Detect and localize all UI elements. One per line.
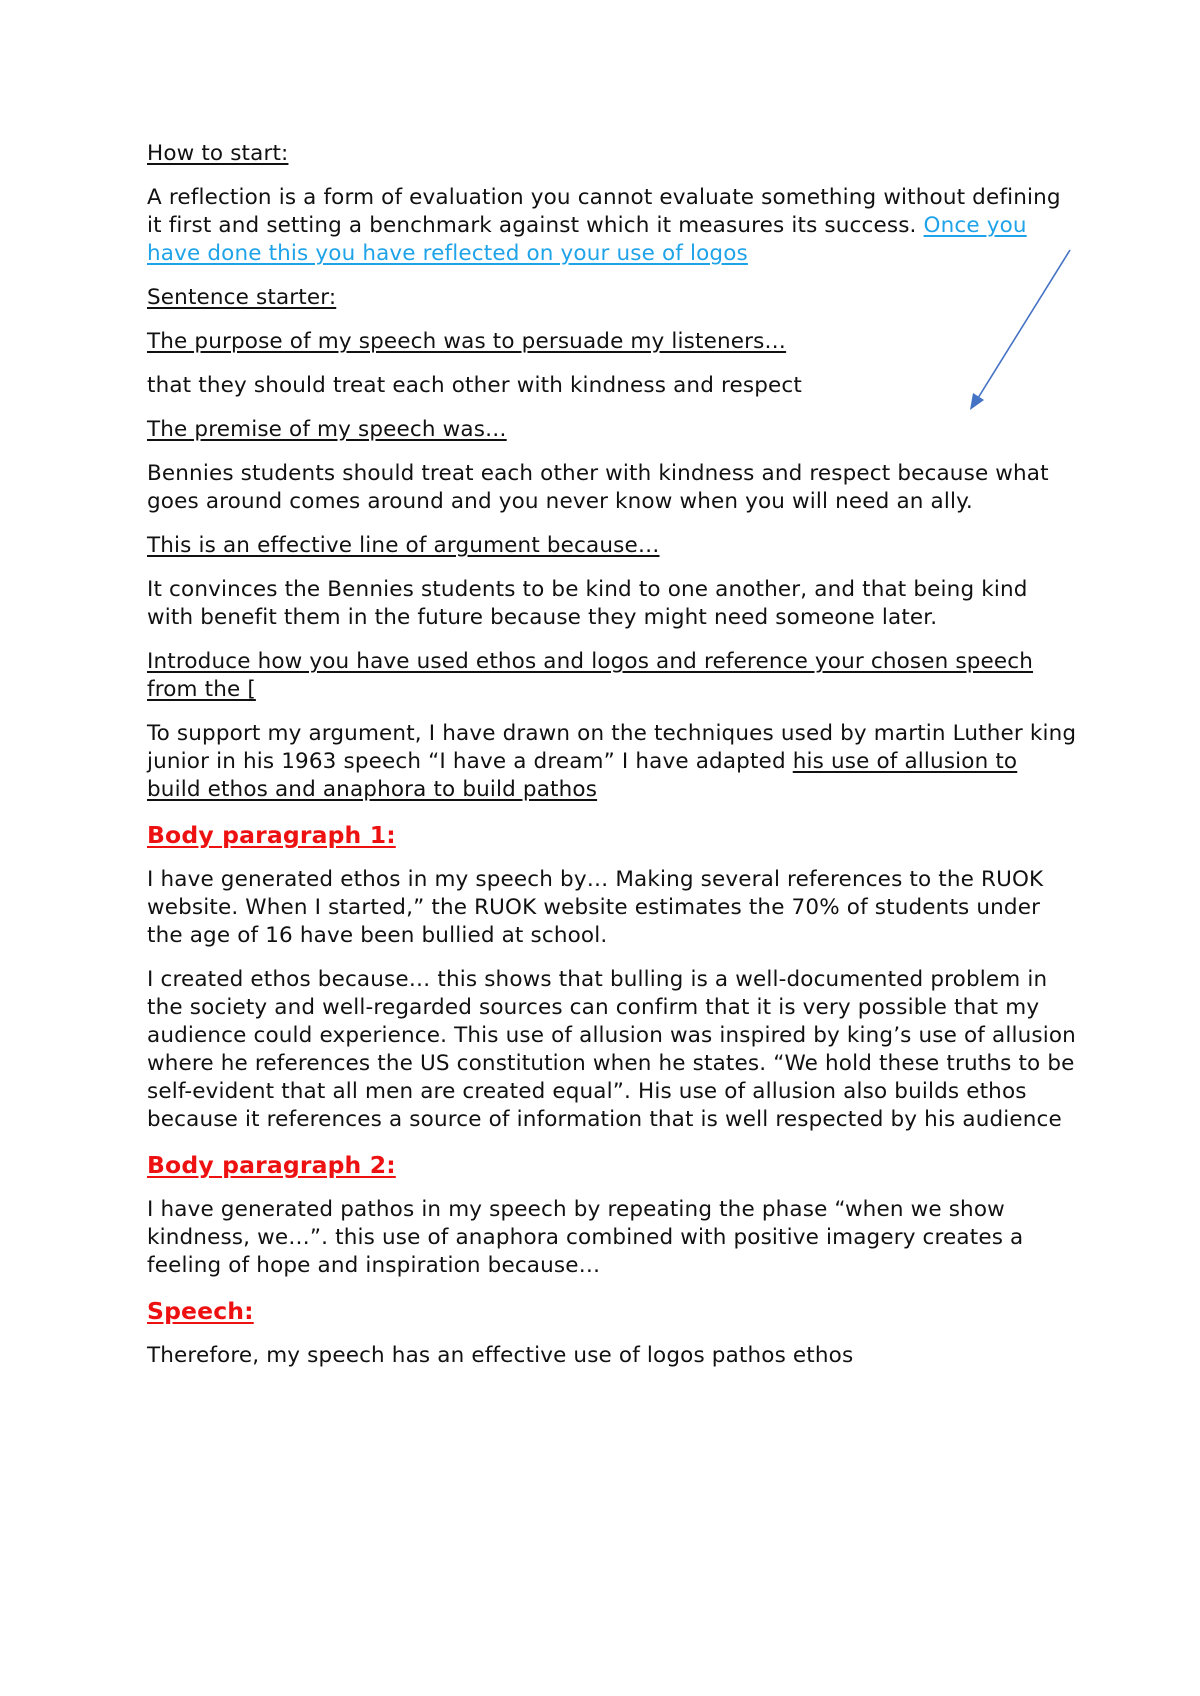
premise-answer: Bennies students should treat each other with kindness and respect because what goes around comes around and you never know when you will need an ally.: [147, 461, 1049, 514]
body2-paragraph-1: I have generated pathos in my speech by repeating the phase “when we show kindness, we…”. this use of anaphora combined with positive imagery creates a feeling of hope and inspiration because…: [147, 1197, 1024, 1278]
introduce-prompt: Introduce how you have used ethos and logos and reference your chosen speech from the [: [147, 649, 1034, 702]
how-to-start-heading: How to start:: [147, 141, 289, 166]
support-underlined: his use of allusion to build ethos and anaphora to build pathos: [147, 749, 1018, 802]
body2-heading: Body paragraph 2:: [147, 1151, 396, 1179]
speech-heading: Speech:: [147, 1297, 254, 1325]
body1-heading: Body paragraph 1:: [147, 821, 396, 849]
speech-paragraph: Therefore, my speech has an effective use of logos pathos ethos: [147, 1343, 854, 1368]
intro-link[interactable]: Once you have done this you have reflected on your use of logos: [147, 213, 1027, 266]
body1-paragraph-1: I have generated ethos in my speech by… Making several references to the RUOK website. When I started,” the RUOK website estimates the 70% of students under the age of 16 have been bullied at school.: [147, 867, 1044, 948]
support-text: To support my argument, I have drawn on the techniques used by martin Luther king junior in his 1963 speech “I have a dream” I have adapted: [147, 721, 1077, 774]
purpose-answer: that they should treat each other with kindness and respect: [147, 373, 802, 398]
body1-paragraph-2: I created ethos because… this shows that bulling is a well-documented problem in the society and well-regarded sources can confirm that it is very possible that my audience could experience. This use of allusion was inspired by king’s use of allusion where he references the US constitution when he states. “We hold these truths to be self-evident that all men are created equal”. His use of allusion also builds ethos because it references a source of information that is well respected by his audience: [147, 967, 1076, 1132]
purpose-prompt: The purpose of my speech was to persuade my listeners…: [147, 329, 787, 354]
effective-prompt: This is an effective line of argument because…: [147, 533, 660, 558]
intro-text: A reflection is a form of evaluation you cannot evaluate something without defining it first and setting a benchmark against which it measures its success.: [147, 185, 1061, 238]
sentence-starter-heading: Sentence starter:: [147, 285, 337, 310]
effective-answer: It convinces the Bennies students to be kind to one another, and that being kind with benefit them in the future because they might need someone later.: [147, 577, 1028, 630]
premise-prompt: The premise of my speech was…: [147, 417, 507, 442]
